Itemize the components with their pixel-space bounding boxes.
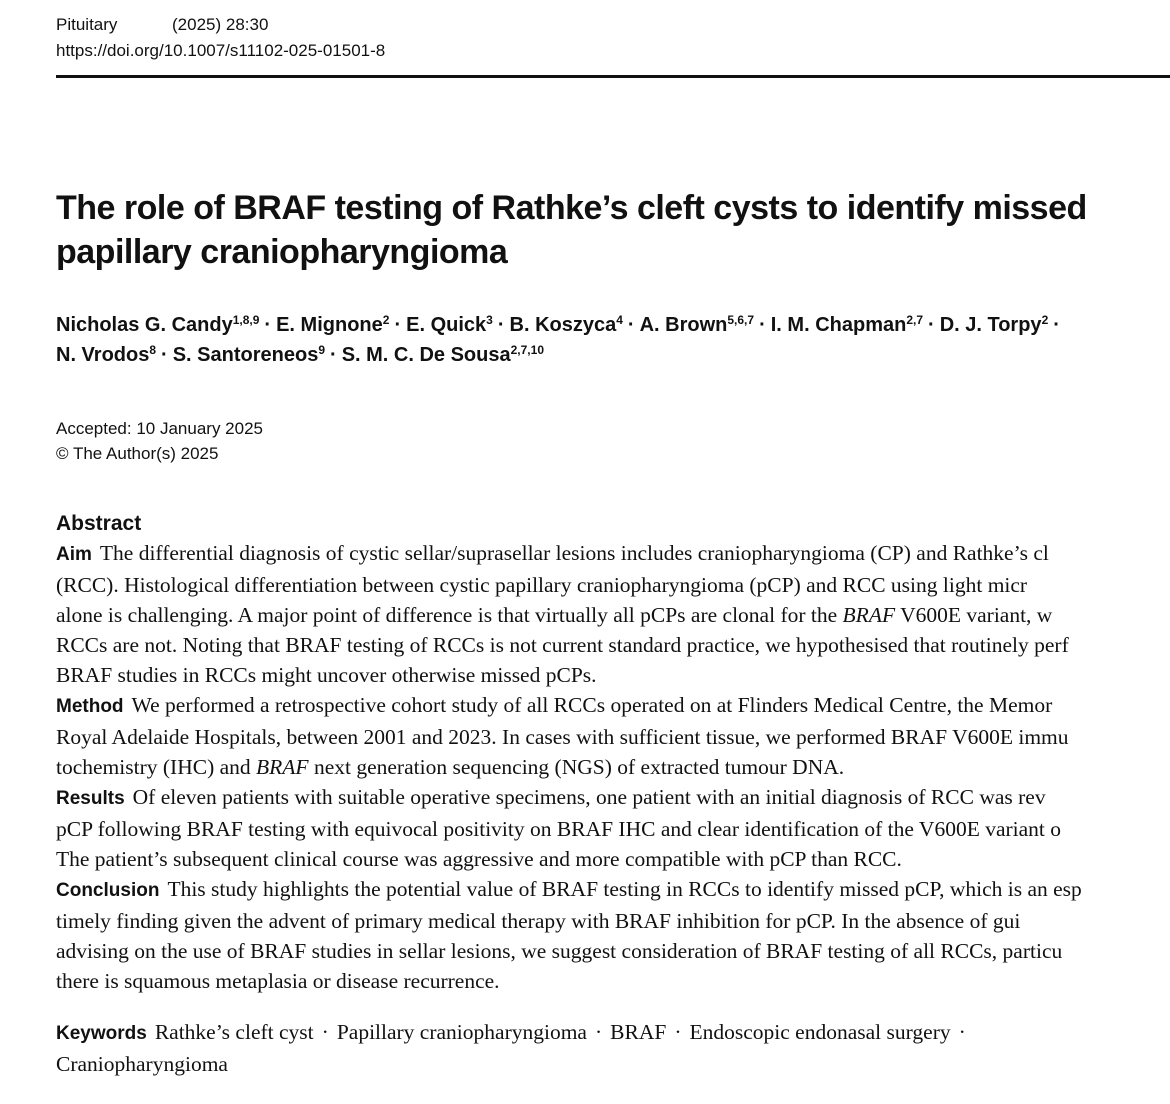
doi-link[interactable]: https://doi.org/10.1007/s11102-025-01501-8 — [56, 41, 386, 60]
keyword[interactable]: Rathke’s cleft cyst — [154, 1020, 314, 1044]
article-header — [56, 12, 385, 64]
author[interactable]: D. J. Torpy$^2$ — [939, 313, 1049, 336]
article-title — [56, 186, 1156, 274]
results-label: Results — [56, 788, 125, 809]
abstract-conclusion: Conclusion This study highlights the potential value of BRAF testing in RCCs to identify missed pCP, which is an esp timely finding given the advent of primary medical therapy with BRAF inhibition for pCP. In the absence of gui advising on the use of BRAF studies in sellar lesions, we suggest consideration of BRAF testing of all RCCs, particu there is squamous metaplasia or disease recurrence. — [56, 877, 1082, 993]
citation: (2025) 28:30 — [172, 15, 269, 34]
author-line-2: N. Vrodos$^8$ · S. Santoreneos$^9$ · S. M. C. De Sousa$^{2,7,10}$ — [56, 343, 544, 366]
publication-dates — [56, 416, 263, 466]
keyword[interactable]: Craniopharyngioma — [56, 1052, 228, 1076]
abstract-results: Results Of eleven patients with suitable operative specimens, one patient with an initial diagnosis of RCC was rev pCP following BRAF testing with equivocal positivity on BRAF IHC and clear identification of the V600E variant o The patient’s subsequent clinical course was aggressive and more compatible with pCP than RCC. — [56, 785, 1062, 871]
abstract-method: Method We performed a retrospective cohort study of all RCCs operated on at Flinders Medical Centre, the Memor Royal Adelaide Hospitals, between 2001 and 2023. In cases with sufficient tissue, we performed BRAF V600E immu tochemistry (IHC) and BRAF next generation sequencing (NGS) of extracted tumour DNA. — [56, 693, 1069, 779]
journal-name: Pituitary — [56, 15, 118, 34]
title-line-1: The role of BRAF testing of Rathke’s cleft cysts to identify missed — [56, 189, 1087, 227]
author[interactable]: E. Quick$^3$ — [406, 313, 493, 336]
abstract-section — [56, 510, 1170, 996]
author-list — [56, 310, 1170, 370]
keywords-section: Keywords Rathke’s cleft cyst · Papillary craniopharyngioma · BRAF · Endoscopic endonasal surgery · Craniopharyngioma — [56, 1020, 966, 1076]
author[interactable]: N. Vrodos$^8$ — [56, 343, 157, 366]
author[interactable]: A. Brown$^{5,6,7}$ — [639, 313, 755, 336]
author[interactable]: Nicholas G. Candy$^{1,8,9}$ — [56, 313, 260, 336]
keywords-label: Keywords — [56, 1023, 147, 1044]
abstract-aim: Aim The differential diagnosis of cystic sellar/suprasellar lesions includes craniopharyngioma (CP) and Rathke’s cl (RCC). Histological differentiation between cystic papillary craniopharyngioma (pCP) and RCC using light micr alone is challenging. A major point of difference is that virtually all pCPs are clonal for the BRAF V600E variant, w RCCs are not. Noting that BRAF testing of RCCs is not current standard practice, we hypothesised that routinely perf BRAF studies in RCCs might uncover otherwise missed pCPs. — [56, 541, 1069, 687]
journal-citation-row — [56, 12, 385, 38]
keyword[interactable]: BRAF — [610, 1020, 667, 1044]
header-rule — [56, 75, 1170, 78]
author[interactable]: S. M. C. De Sousa$^{2,7,10}$ — [341, 343, 544, 366]
author-line-1: Nicholas G. Candy$^{1,8,9}$ · E. Mignone$^2$ · E. Quick$^3$ · B. Koszyca$^4$ · A. Brown$^{5,6,7}$ · I. M. Chapman$^{2,7}$ · D. J. Torpy$^2$ · — [56, 313, 1060, 336]
abstract-heading: Abstract — [56, 512, 142, 535]
author[interactable]: S. Santoreneos$^9$ — [172, 343, 326, 366]
title-line-2: papillary craniopharyngioma — [56, 233, 508, 271]
author[interactable]: B. Koszyca$^4$ — [509, 313, 623, 336]
conclusion-label: Conclusion — [56, 880, 160, 901]
accepted-date: Accepted: 10 January 2025 — [56, 419, 263, 438]
author[interactable]: I. M. Chapman$^{2,7}$ — [770, 313, 924, 336]
keyword[interactable]: Endoscopic endonasal surgery — [689, 1020, 951, 1044]
method-label: Method — [56, 696, 124, 717]
aim-label: Aim — [56, 544, 92, 565]
keyword[interactable]: Papillary craniopharyngioma — [336, 1020, 587, 1044]
author[interactable]: E. Mignone$^2$ — [276, 313, 390, 336]
copyright: © The Author(s) 2025 — [56, 444, 219, 463]
